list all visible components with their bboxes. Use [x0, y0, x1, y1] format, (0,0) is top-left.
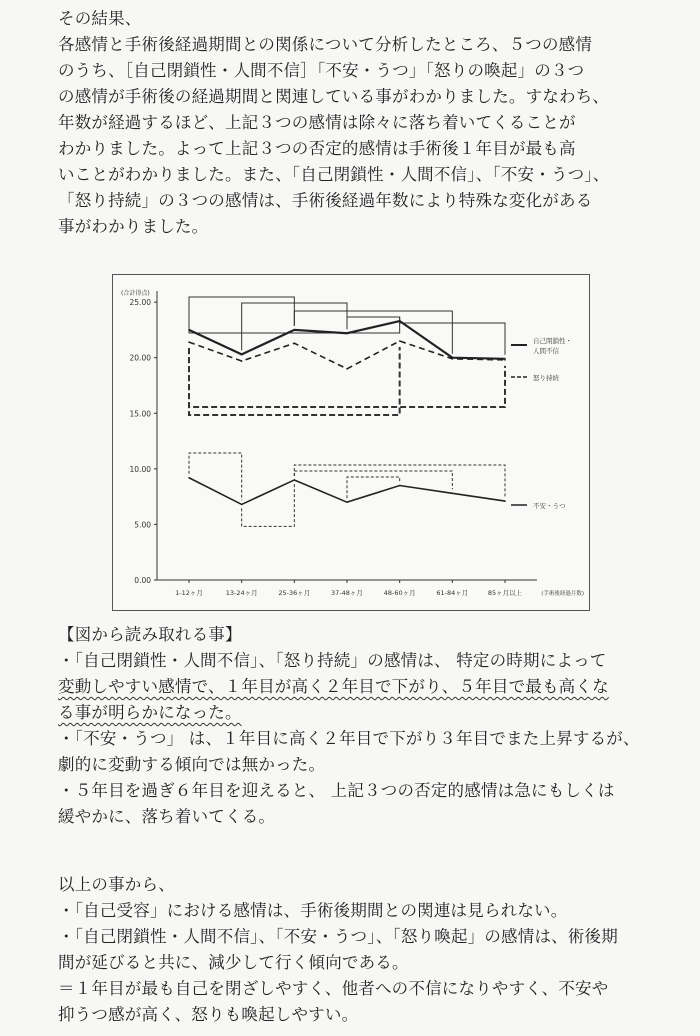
x-tick-label: 48-60ヶ月	[383, 589, 416, 597]
conclusion-section	[58, 872, 648, 1028]
findings-line: 劇的に変動する傾向では無かった。	[58, 755, 326, 774]
data-point	[346, 501, 348, 503]
significance-bracket	[294, 471, 452, 489]
y-tick-label: 5.00	[134, 520, 151, 530]
data-point	[188, 329, 190, 331]
legend-label: 人間不信	[533, 347, 559, 355]
data-point	[504, 359, 506, 361]
y-axis-label: (合計得点)	[121, 290, 150, 297]
data-point	[188, 477, 190, 479]
data-point	[399, 485, 401, 487]
findings-section	[58, 622, 648, 830]
y-tick-label: 10.00	[129, 464, 151, 474]
x-tick-label: 1-12ヶ月	[175, 589, 203, 597]
significance-bracket	[189, 453, 242, 500]
intro-heading: その結果、	[58, 9, 142, 28]
findings-line: 変動しやすい感情で、１年目が高く２年目で下がり、５年目で最も高くな	[58, 677, 609, 696]
significance-bracket	[242, 484, 295, 526]
x-tick-label: 61-84ヶ月	[436, 589, 469, 597]
findings-line: る事が明らかになった。	[58, 703, 242, 722]
legend-label: 自己閉鎖性・	[533, 337, 572, 345]
findings-line: ・「自己閉鎖性・人間不信」、「怒り持続」の感情は、 特定の時期によって	[58, 651, 607, 670]
conclusion-line: ・「自己受容」における感情は、手術後期間との関連は見られない。	[58, 901, 568, 920]
findings-heading: 【図から読み取れる事】	[58, 625, 242, 644]
conclusion-line: 抑うつ感が高く、怒りも喚起しやすい。	[58, 1005, 359, 1024]
data-point	[452, 493, 454, 495]
intro-line: 年数が経過するほど、上記３つの感情は除々に落ち着いてくることが	[58, 113, 576, 132]
intro-section	[58, 6, 648, 240]
data-point	[346, 332, 348, 334]
chart-figure	[112, 274, 590, 611]
x-tick-label: 13-24ヶ月	[225, 589, 258, 597]
conclusion-line: ・「自己閉鎖性・人間不信」、「不安・うつ」、「怒り喚起」の感情は、術後期	[58, 927, 618, 946]
intro-line: わかりました。よって上記３つの否定的感情は手術後１年目が最も高	[58, 139, 576, 158]
intro-line: 「怒り持続」の３つの感情は、手術後経過年数により特殊な変化がある	[58, 191, 593, 210]
y-tick-label: 25.00	[129, 298, 151, 308]
intro-line: いことがわかりました。また、「自己閉鎖性・人間不信」、「不安・うつ」、	[58, 165, 610, 184]
intro-line: 事がわかりました。	[58, 217, 209, 236]
findings-line: ・５年目を過ぎ６年目を迎えると、 上記３つの否定的感情は急にもしくは	[58, 781, 615, 800]
x-tick-label: 25-36ヶ月	[278, 589, 311, 597]
x-tick-label: 37-48ヶ月	[331, 589, 363, 597]
y-tick-label: 20.00	[129, 353, 151, 363]
series-line	[189, 341, 505, 369]
data-point	[294, 479, 296, 481]
data-point	[452, 358, 454, 360]
intro-line: 各感情と手術後経過期間との関係について分析したところ、５つの感情	[58, 35, 593, 54]
x-axis-label: (手術後経過月数)	[541, 591, 584, 597]
intro-line: のうち、［自己閉鎖性・人間不信］「不安・うつ」「怒りの喚起」の３つ	[58, 61, 585, 80]
findings-line: 緩やかに、落ち着いてくる。	[58, 807, 276, 826]
data-point	[399, 320, 401, 322]
x-tick-label: 85ヶ月以上	[487, 589, 523, 597]
data-point	[241, 354, 243, 356]
conclusion-line: 間が延びると共に、減少して行く傾向である。	[58, 953, 409, 972]
conclusion-heading: 以上の事から、	[58, 875, 175, 894]
line-chart	[113, 275, 589, 610]
data-point	[294, 342, 296, 344]
findings-line: ・「不安・うつ」 は、１年目に高く２年目で下がり３年目でまた上昇するが、	[58, 729, 640, 748]
data-point	[188, 341, 190, 343]
legend-label: 怒り持続	[533, 374, 559, 382]
y-tick-label: 15.00	[129, 409, 151, 419]
data-point	[399, 340, 401, 342]
data-point	[241, 360, 243, 362]
data-point	[294, 329, 296, 331]
y-tick-label: 0.00	[134, 576, 151, 585]
data-point	[504, 500, 506, 502]
legend-label: 不安・うつ	[533, 502, 566, 510]
data-point	[346, 368, 348, 370]
intro-line: の感情が手術後の経過期間と関連している事がわかりました。すなわち、	[58, 87, 610, 106]
conclusion-line: ＝１年目が最も自己を閉ざしやすく、他者への不信になりやすく、不安や	[58, 979, 609, 998]
data-point	[241, 504, 243, 506]
